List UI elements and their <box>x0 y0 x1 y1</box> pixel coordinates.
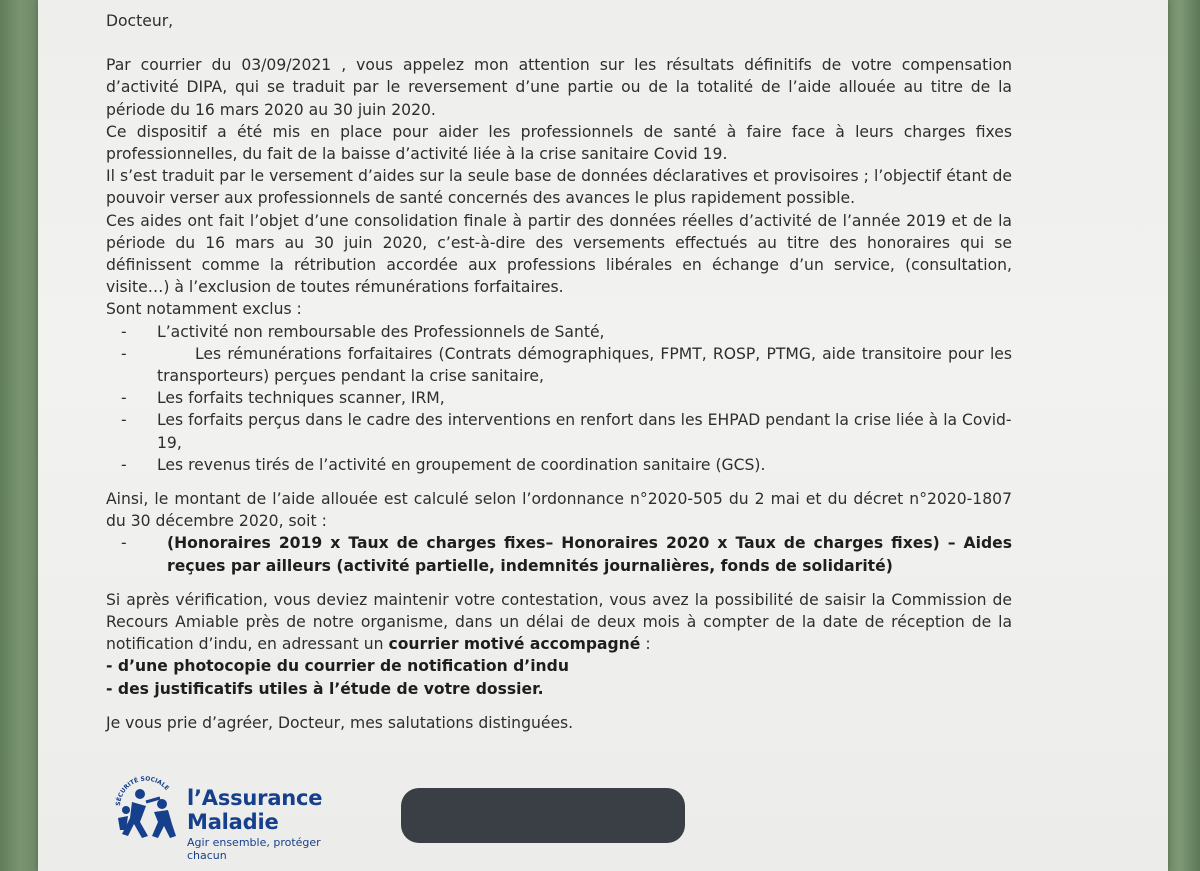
brand-tagline: Agir ensemble, protéger chacun <box>187 836 321 862</box>
formula-text: (Honoraires 2019 x Taux de charges fixes– Honoraires 2020 x Taux de charges fixes) – Aides reçues par ailleurs (activité partielle, indemnités journalières, fonds de solidarité) <box>167 534 1012 575</box>
formula-item <box>106 532 1012 576</box>
letter-body <box>106 10 1012 734</box>
list-dash: - <box>121 344 127 363</box>
list-dash: - <box>121 534 127 553</box>
requirement-photocopie: - d’une photocopie du courrier de notification d’indu <box>106 657 569 676</box>
exclusion-item <box>106 321 1012 343</box>
people-emblem-icon <box>110 772 190 852</box>
paragraph-intro: Par courrier du 03/09/2021 , vous appelez mon attention sur les résultats définitifs de votre compensation d’activité DIPA, qui se traduit par le reversement d’une partie ou de la totalité de l’aide allouée au titre de la période du 16 mars 2020 au 30 juin 2020. <box>106 56 1012 119</box>
list-dash: - <box>121 322 127 341</box>
redacted-signature-block <box>401 788 685 843</box>
exclusion-text: Les forfaits techniques scanner, IRM, <box>157 389 445 408</box>
list-dash: - <box>121 389 127 408</box>
requirement-justificatifs: - des justificatifs utiles à l’étude de votre dossier. <box>106 679 544 698</box>
brand-line-1: l’Assurance <box>187 786 323 810</box>
paragraph-recours: Si après vérification, vous deviez maintenir votre contestation, vous avez la possibilité de saisir la Commission de Recours Amiable près de notre organisme, dans un délai de deux mois à compter de la date de réception de la notification d’indu, en adressant un courrier motivé accompagné : <box>106 590 1012 654</box>
emphasis-courrier: courrier motivé accompagné <box>388 635 641 654</box>
svg-text:SÉCURITÉ SOCIALE: SÉCURITÉ SOCIALE <box>114 775 171 807</box>
exclusion-item <box>106 387 1012 409</box>
exclusion-text: Les revenus tirés de l’activité en groupement de coordination sanitaire (GCS). <box>157 455 766 474</box>
closing: Je vous prie d’agréer, Docteur, mes salutations distinguées. <box>106 713 574 732</box>
assurance-maladie-logo <box>110 772 360 862</box>
exclusion-text: Les rémunérations forfaitaires (Contrats démographiques, FPMT, ROSP, PTMG, aide transitoire pour les transporteurs) perçues pendant la crise sanitaire, <box>157 344 1012 386</box>
exclusion-item <box>106 409 1012 453</box>
salutation: Docteur, <box>106 12 174 30</box>
exclusion-item <box>106 454 1012 476</box>
exclusion-text: Les forfaits perçus dans le cadre des interventions en renfort dans les EHPAD pendant la crise liée à la Covid-19, <box>157 411 1012 452</box>
brand-line-2: Maladie <box>187 810 279 834</box>
exclusion-item <box>106 343 1012 387</box>
paragraph-consolidation: Ces aides ont fait l’objet d’une consolidation finale à partir des données réelles d’activité de l’année 2019 et de la période du 16 mars au 30 juin 2020, c’est-à-dire des versements effectués au titre des honoraires qui se définissent comme la rétribution accordée aux professions libérales en échange d’un service, (consultation, visite…) à l’exclusion de toutes rémunérations forfaitaires. <box>106 211 1012 297</box>
paragraph-versement: Il s’est traduit par le versement d’aides sur la seule base de données déclaratives et provisoires ; l’objectif étant de pouvoir verser aux professionnels de santé concernés des avances le plus rapidement possible. <box>106 167 1012 208</box>
paragraph-dispositif: Ce dispositif a été mis en place pour aider les professionnels de santé à faire face à leurs charges fixes professionnelles, du fait de la baisse d’activité liée à la crise sanitaire Covid 19. <box>106 122 1012 164</box>
list-dash: - <box>121 455 127 474</box>
list-dash: - <box>121 411 127 430</box>
paragraph-calcul: Ainsi, le montant de l’aide allouée est calculé selon l’ordonnance n°2020-505 du 2 mai et du décret n°2020-1807 du 30 décembre 2020, soit : <box>106 490 1012 531</box>
exclusions-title: Sont notamment exclus : <box>106 300 302 319</box>
exclusion-text: L’activité non remboursable des Professionnels de Santé, <box>157 322 605 341</box>
